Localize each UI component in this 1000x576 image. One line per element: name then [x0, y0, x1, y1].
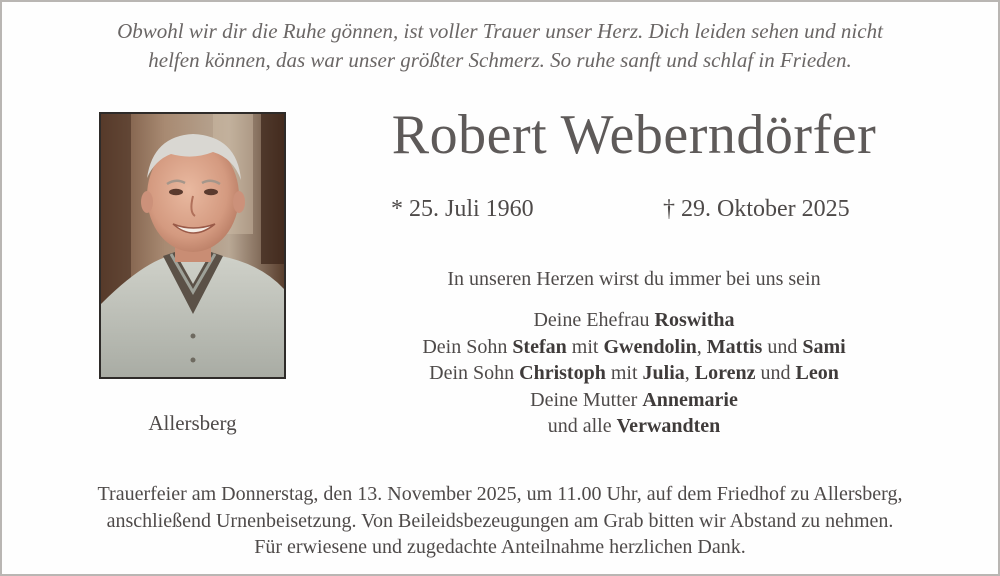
connector-text: und	[755, 362, 796, 384]
mourner-name: Julia	[642, 362, 685, 384]
mourner-line-son-1	[364, 334, 904, 361]
mourner-name: Mattis	[706, 335, 763, 358]
place-of-residence: Allersberg	[148, 411, 237, 435]
relation-text: Deine Ehefrau	[533, 309, 655, 331]
connector-text: ,	[684, 362, 695, 384]
birth-date: * 25. Juli 1960	[391, 196, 534, 222]
portrait-photo	[99, 112, 286, 379]
relation-text: und alle	[547, 415, 617, 437]
connector-text: ,	[696, 335, 707, 358]
mourner-line-wife	[364, 307, 904, 334]
memorial-motto: In unseren Herzen wirst du immer bei uns sein	[447, 268, 821, 290]
mourner-name: Roswitha	[654, 309, 735, 331]
funeral-notice-line-1: Trauerfeier am Donnerstag, den 13. November 2025, um 11.00 Uhr, auf dem Friedhof zu Allersberg,	[97, 483, 903, 505]
mourner-name: Leon	[795, 362, 839, 384]
death-date: † 29. Oktober 2025	[663, 196, 850, 222]
mourner-name: Sami	[802, 335, 846, 358]
mourners-list	[364, 307, 904, 440]
relation-text: Deine Mutter	[530, 388, 643, 411]
mourner-line-mother	[364, 387, 904, 414]
connector-text: und	[762, 335, 803, 358]
mourner-name: Gwendolin	[603, 335, 697, 358]
funeral-notice	[2, 481, 998, 561]
funeral-notice-line-3: Für erwiesene und zugedachte Anteilnahme herzlichen Dank.	[254, 536, 746, 558]
funeral-notice-line-2: anschließend Urnenbeisetzung. Von Beileidsbezeugungen am Grab bitten wir Abstand zu nehmen.	[106, 509, 894, 532]
mourner-name: Christoph	[519, 362, 606, 384]
verse-line-1: Obwohl wir dir die Ruhe gönnen, ist voller Trauer unser Herz. Dich leiden sehen und nicht	[117, 19, 883, 43]
verse-line-2: helfen können, das war unser größter Schmerz. So ruhe sanft und schlaf in Frieden.	[148, 48, 852, 72]
memorial-verse	[2, 17, 998, 75]
mourner-name: Verwandten	[616, 415, 721, 437]
relation-text: Dein Sohn	[422, 335, 513, 358]
mourner-name: Annemarie	[642, 388, 738, 411]
deceased-name: Robert Weberndörfer	[391, 104, 877, 166]
mourner-name: Stefan	[512, 335, 567, 358]
mourner-line-son-2	[364, 360, 904, 387]
connector-text: mit	[605, 362, 643, 384]
mourner-name: Lorenz	[694, 362, 756, 384]
mourner-line-relatives	[364, 413, 904, 440]
connector-text: mit	[566, 335, 604, 358]
relation-text: Dein Sohn	[429, 362, 520, 384]
portrait-image	[101, 114, 284, 377]
